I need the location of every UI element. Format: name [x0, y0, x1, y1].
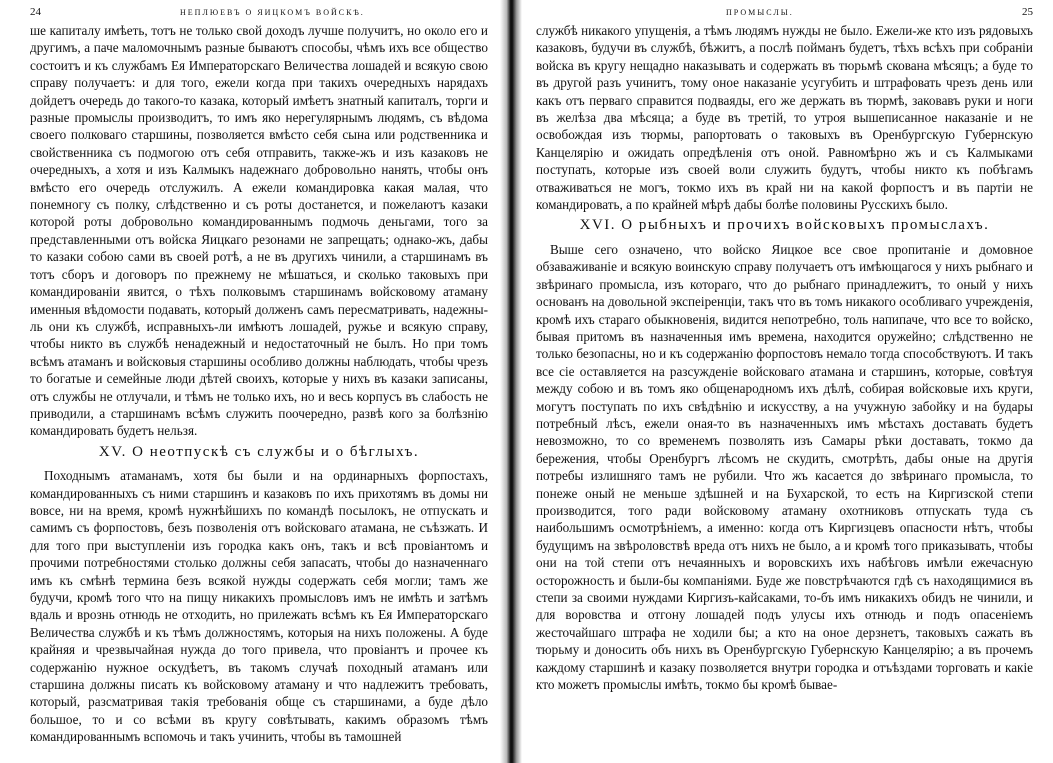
left-paragraph-2: Походнымъ атаманамъ, хотя бы были и на ординарныхъ форпостахъ, командированныхъ съ ними старшинъ и казаковъ по ихъ прихотямъ въ домы ни вовсе, ни на время, кромѣ нужнѣйшихъ по командѣ посылокъ, не отпускать и самимъ съ форпостовъ, безъ позволенія отъ войсковаго атамана, не съѣзжать. И для того при выступленіи изъ городка какъ онъ, такъ и всѣ провіантомъ и прочими потребностями столько должны себя запасать, чтобы до назначеннаго имъ къ смѣнѣ термина безъ всякой нужды содержать себя могли; тамъ же будучи, кромѣ того что на пищу никакихъ промысловъ имъ не имѣть и затѣмъ вдаль и врознь отнюдь не отходить, но прилежать всѣмъ къ Ея Императорскаго Величества службѣ и къ тѣмъ должностямъ, которыя на нихъ положены. А буде крайняя и чрезвычайная нужда до того привела, что провіантъ и прочее къ содержанію нужное оскудѣетъ, въ такомъ случаѣ походный атаманъ или старшина должны писать къ войсковому атаману и что надлежитъ требовать, который, разсматривая такія требованія обще съ старшинами, а буде дѣло большое, то и со всѣми въ кругу совѣтывать, какимъ образомъ тѣмъ командированнымъ вспомочь и такъ учинить, чтобы въ тамошней	[30, 468, 488, 745]
book-gutter	[500, 0, 522, 763]
right-paragraph-1: службѣ никакого упущенія, а тѣмъ людямъ нужды не было. Ежели-же кто изъ рядовыхъ казаковъ, будучи въ службѣ, бѣжитъ, а послѣ пойманъ будетъ, тѣхъ всѣхъ при собраніи войска въ кругу нещадно наказывать и содержать въ тюрьмѣ скована мѣсяцъ; а буде то въ другой разъ учинитъ, тому оное наказаніе усугубить и штрафовать чрезъ день или какъ отъ перваго справится подваяды, его же держать въ тюрмѣ, заковавъ руки и ноги въ желѣза два мѣсяца; а буде въ третій, то утроя вышеписанное наказаніе и не освобождая изъ тюрмы, рапортовать о таковыхъ въ Оренбургскую Губернскую Канцелярію и ожидать опредѣленія отъ оной. Равномѣрно жъ и съ Калмыками поступать, которые изъ своей воли служить будутъ, чтобы никто къ побѣгамъ отваживаться не могъ, токмо ихъ въ край ни на какой форпостъ и въ партіи не командировать, а по крайней мѣрѣ дабы болѣе половины Русскихъ было.	[536, 23, 1033, 213]
right-page	[522, 0, 1053, 763]
section-heading-xv: XV. О неотпускѣ съ службы и о бѣглыхъ.	[98, 443, 420, 460]
left-page	[0, 0, 500, 763]
right-running-title: ПРОМЫСЛЫ.	[726, 8, 794, 17]
right-paragraph-2: Выше сего означено, что войско Яицкое все свое пропитаніе и домовное обзаваживаніе и всякую воинскую справу получаетъ отъ имѣющагося у нихъ рыбнаго и звѣринаго промысла, изъ котораго, что до рыбнаго принадлежитъ, то оный у нихъ основанъ на довольной экспеіренціи, такъ что въ томъ никакого особливаго учрежденія, кромѣ ихъ стараго обыкновенія, видится непотребно, толь напипаче, что все то войско, бывая притомъ въ назначенныя имъ времена, находится оружейно; слѣдственно не только безопасны, но и къ содержанію форпостовъ немало тогда способствуютъ. И такъ все сіе оставляется на разсужденіе войсковаго атамана и старшинъ, которые, совѣтуя между собою и въ томъ яко общенародномъ ихъ дѣлѣ, собирая войсковые ихъ круги, могутъ поступать по ихъ свѣдѣнію и искусству, а на учужную забойку и на будары потребный лѣсъ, ежели оная-то въ назначенныхъ имъ мѣстахъ доставать будетъ невозможно, то со временемъ позволять изъ Самары рѣки доставать, токмо да бережения, чтобы Оренбургъ лѣсомъ не скудить, смотрѣть, дабы оные на другія потребы излишняго тамъ не рубили. Что жъ касается до звѣринаго промысла, то понеже оный не меньше здѣшней и на Бухарской, то есть на Киргизской степи производится, того ради войсковому атаману охотниковъ отпускать туда съ наибольшимъ осмотрѣніемъ, а именно: когда отъ Киргизцевъ опасности нѣтъ, чтобы будущимъ на звѣроловствѣ вреда отъ нихъ не было, а и кромѣ того приказывать, чтобы они на той степи отъ нечаянныхъ и воровскихъ ихъ набѣговъ имѣли ежечасную осторожность и были-бы компаніями. Буде же повстрѣчаются гдѣ съ находящимися въ степи за своими нуждами Киргизъ-кайсаками, то-бъ имъ никакихъ обидъ не чинили, и для воровства и отгону лошадей подъ улусы ихъ отнюдь и подъ опасеніемъ жесточайшаго штрафа не ходили бы; а кто на оное дерзнетъ, таковыхъ сажать въ тюрьму и доносить объ нихъ въ Оренбургскую Губернскую Канцелярію; а въ прочемъ каждому старшинѣ и казаку позволяется внутри городка и отъѣздами торговать и какіе кто можетъ промыслы имѣть, токмо бы кромѣ бывае-	[536, 241, 1033, 693]
left-page-text	[30, 22, 488, 746]
right-page-number: 25	[1022, 6, 1033, 18]
right-page-text	[536, 22, 1033, 693]
left-page-header	[30, 6, 488, 22]
right-page-header	[536, 6, 1033, 22]
left-running-title: НЕПЛЮЕВЪ О ЯИЦКОМЪ ВОЙСКѢ.	[180, 8, 365, 17]
left-paragraph-1: ше капиталу имѣеть, тотъ не только свой доходъ лучше получитъ, но около его и другимъ, а паче маломочнымъ разные бываютъ способы, чѣмъ ихъ все общество состоитъ и къ службамъ Ея Императорскаго Величества лошадей и всякую свою справу получаетъ: и для того, ежели когда при такихъ очередныхъ нарядахъ дойдетъ очередь до такого-то казака, который имѣетъ знатный капиталъ, торги и разные промыслы производитъ, то имъ яко нерегулярнымъ людямъ, съ вѣдома своего полковаго старшины, позволяется вмѣсто себя сына или родственника и свойственника съ подмогою отъ себя отправить, также-жъ и изъ казаковъ не очередныхъ, а хотя и изъ Калмыкъ надежнаго добровольно нанять, чтобы онъ вмѣсто его очередь отслужилъ. А ежели командировка какая малая, что понемногу съ полку, слѣдственно и съ роты достанется, и пожелаютъ казаки которой роты добровольно командированнымъ подмочь деньгами, того за представленными отъ войска Яицкаго резонами не запрещать; однако-жъ, дабы то казаки собою сами въ своей ротѣ, а не въ другихъ чинили, а старшинамъ въ тотъ сборъ и договоръ по прежнему не мѣшаться, и сколько таковыхъ при командированіи явится, о тѣхъ полковымъ старшинамъ войсковому атаману именныя вѣдомости подавать, который долженъ самъ пересматривать, надежны-ль они къ службѣ, исправныхъ-ли имѣютъ лошадей, ружье и всякую справу, чтобы никто въ службѣ ненадежный и недостаточный не былъ. Но при томъ всѣмъ атаманъ и войсковыя старшины особливо должны наблюдать, чтобы чрезъ то богатые и семейные люди дѣтей своихъ, которые у нихъ въ казаки записаны, отъ службы не отлучали, и тѣмъ не только ихъ, но и весь корпусъ въ слабость не приводили, а старшинамъ всѣмъ служить поочередно, развѣ кого за болѣзнію командировать будетъ нельзя.	[30, 23, 488, 439]
left-page-number: 24	[30, 6, 41, 18]
section-heading-xvi: XVI. О рыбныхъ и прочихъ войсковыхъ промыслахъ.	[579, 217, 990, 234]
